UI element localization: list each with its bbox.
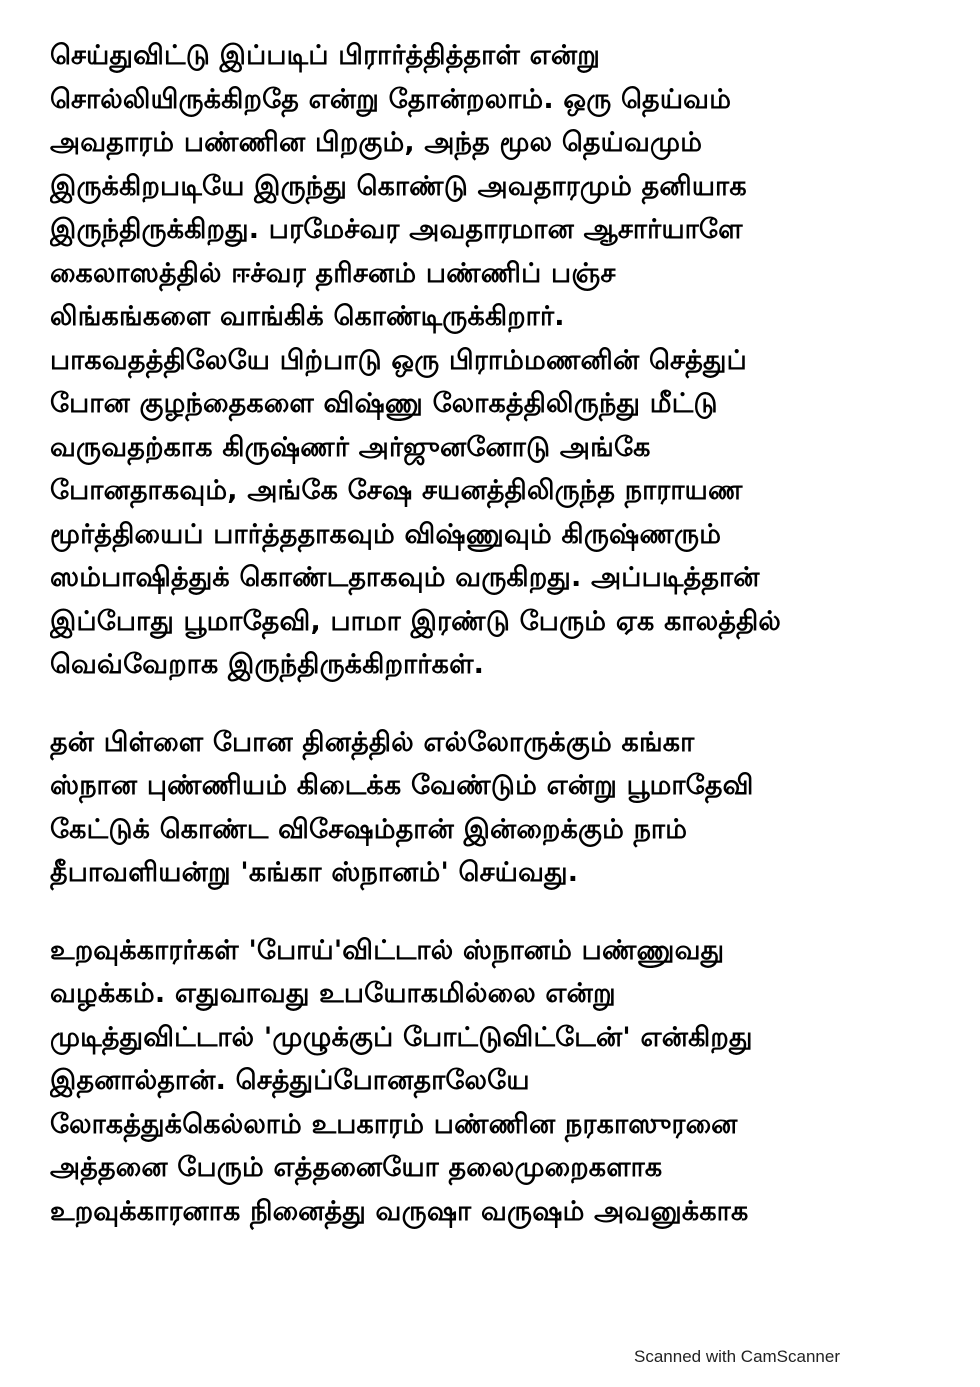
text-line: தன் பிள்ளை போன தினத்தில் எல்லோருக்கும் கங்கா	[50, 726, 695, 758]
text-line: போன குழந்தைகளை விஷ்ணு லோகத்திலிருந்து மீட்டு	[50, 388, 718, 419]
text-line: அவதாரம் பண்ணின பிறகும், அந்த மூல தெய்வமும்	[50, 127, 703, 158]
text-line: முடித்துவிட்டால் 'முழுக்குப் போட்டுவிட்டேன்' என்கிறது	[50, 1021, 753, 1053]
text-line: ஸம்பாஷித்துக் கொண்டதாகவும் வருகிறது. அப்படித்தான்	[50, 562, 760, 593]
text-line: இதனால்தான். செத்துப்போனதாலேயே	[50, 1065, 530, 1096]
text-line: கேட்டுக் கொண்ட விசேஷம்தான் இன்றைக்கும் நாம்	[50, 813, 688, 845]
text-line: தீபாவளியன்று 'கங்கா ஸ்நானம்' செய்வது.	[50, 857, 579, 888]
text-line: போனதாகவும், அங்கே சேஷ சயனத்திலிருந்த நாராயண	[50, 475, 743, 506]
camscanner-watermark: Scanned with CamScanner	[634, 1347, 841, 1366]
text-line: ஸ்நான புண்ணியம் கிடைக்க வேண்டும் என்று பூமாதேவி	[50, 770, 754, 801]
paragraph-1	[50, 34, 940, 687]
text-line: வழக்கம். எதுவாவது உபயோகமில்லை என்று	[50, 978, 616, 1009]
text-line: வெவ்வேறாக இருந்திருக்கிறார்கள்.	[50, 649, 485, 680]
text-line: கைலாஸத்தில் ஈச்வர தரிசனம் பண்ணிப் பஞ்ச	[50, 257, 616, 289]
text-line: உறவுக்காரர்கள் 'போய்'விட்டால் ஸ்நானம் பண்ணுவது	[50, 934, 725, 966]
paragraph-2	[50, 721, 940, 895]
text-line: மூர்த்தியைப் பார்த்ததாகவும் விஷ்ணுவும் கிருஷ்ணரும்	[50, 518, 722, 550]
text-line: அத்தனை பேரும் எத்தனையோ தலைமுறைகளாக	[50, 1152, 663, 1183]
text-line: உறவுக்காரனாக நினைத்து வருஷா வருஷம் அவனுக்காக	[50, 1195, 749, 1227]
text-line: வருவதற்காக கிருஷ்ணர் அர்ஜுனனோடு அங்கே	[50, 431, 651, 463]
text-line: இருந்திருக்கிறது. பரமேச்வர அவதாரமான ஆசார்யாளே	[50, 214, 743, 245]
paragraph-3	[50, 929, 940, 1234]
text-line: இப்போது பூமாதேவி, பாமா இரண்டு பேரும் ஏக காலத்தில்	[50, 605, 782, 637]
text-line: பாகவதத்திலேயே பிற்பாடு ஒரு பிராம்மணனின் செத்துப்	[50, 344, 747, 376]
text-body	[50, 34, 940, 1233]
text-line: சொல்லியிருக்கிறதே என்று தோன்றலாம். ஒரு தெய்வம்	[50, 83, 732, 115]
text-line: லிங்கங்களை வாங்கிக் கொண்டிருக்கிறார்.	[50, 301, 565, 332]
text-line: லோகத்துக்கெல்லாம் உபகாரம் பண்ணின நரகாஸுரனை	[50, 1108, 738, 1140]
text-line: இருக்கிறபடியே இருந்து கொண்டு அவதாரமும் தனியாக	[50, 170, 747, 202]
text-line: செய்துவிட்டு இப்படிப் பிரார்த்தித்தாள் என்று	[50, 40, 601, 71]
